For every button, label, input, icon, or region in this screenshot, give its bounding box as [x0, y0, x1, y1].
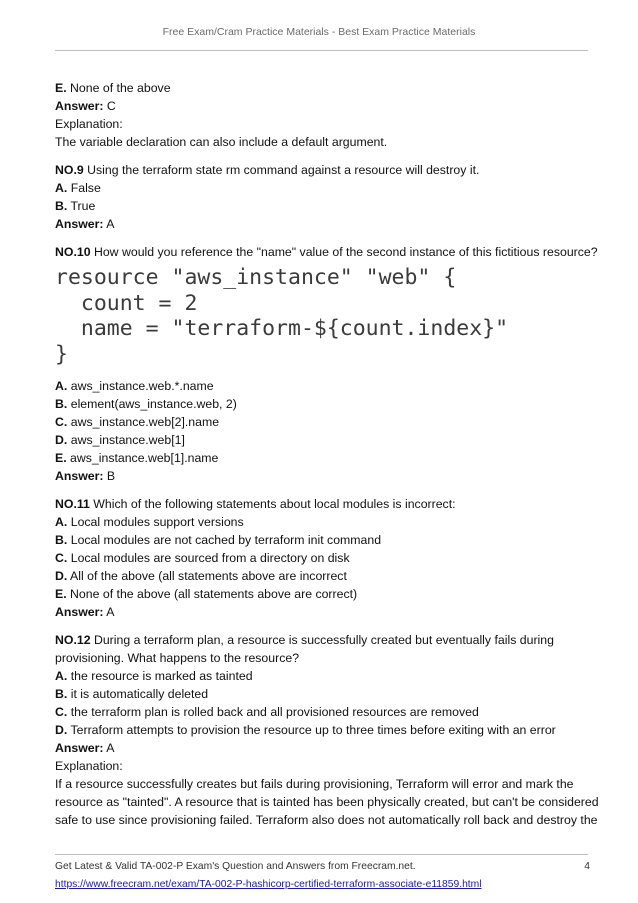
option-d: [55, 567, 590, 585]
question-12: [55, 631, 590, 649]
page-number: 4: [584, 861, 590, 872]
question-11: [55, 495, 590, 513]
header-divider: [55, 50, 588, 51]
option-key: C.: [55, 551, 68, 565]
option-a: [55, 377, 590, 395]
option-key: B.: [55, 397, 68, 411]
option-e: [55, 449, 590, 467]
answer-line: [55, 215, 590, 233]
question-text: Which of the following statements about local modules is incorrect:: [89, 497, 456, 511]
option-b: [55, 395, 590, 413]
option-text: Local modules are not cached by terraform init command: [67, 533, 382, 547]
option-text: element(aws_instance.web, 2): [67, 397, 237, 411]
option-text: aws_instance.web.*.name: [67, 379, 214, 393]
question-text: How would you reference the "name" value of the second instance of this fictitious resource?: [90, 245, 598, 259]
option-c: [55, 413, 590, 431]
code-line: resource "aws_instance" "web" {: [55, 265, 457, 290]
answer-label: Answer:: [55, 469, 104, 483]
explanation-label: Explanation:: [55, 759, 123, 773]
answer-line: [55, 603, 590, 621]
explanation-line: safe to use since provisioning failed. Terraform also does not automatically roll back and destroy the: [55, 813, 598, 827]
option-text: False: [67, 181, 101, 195]
answer-label: Answer:: [55, 741, 104, 755]
question-9: [55, 161, 590, 179]
answer-value: A: [103, 741, 115, 755]
code-line: }: [55, 341, 68, 367]
answer-value: B: [103, 469, 116, 483]
footer-link[interactable]: https://www.freecram.net/exam/TA-002-P-hashicorp-certified-terraform-associate-e11859.html: [55, 879, 482, 890]
explanation-line: If a resource successfully creates but fails during provisioning, Terraform will error and mark the: [55, 777, 574, 791]
option-key: B.: [55, 533, 68, 547]
option-b: [55, 531, 590, 549]
question-number: NO.11: [55, 497, 90, 511]
question-number: NO.12: [55, 633, 91, 647]
option-text: Local modules are sourced from a directory on disk: [67, 551, 350, 565]
option-text: it is automatically deleted: [67, 687, 209, 701]
option-a: [55, 667, 590, 685]
answer-label: Answer:: [55, 605, 104, 619]
question-number: NO.10: [55, 245, 91, 259]
answer-label: Answer:: [55, 99, 104, 113]
option-key: B.: [55, 199, 68, 213]
option-d: [55, 431, 590, 449]
question-10: [55, 243, 598, 261]
option-text: True: [67, 199, 96, 213]
page-header: Free Exam/Cram Practice Materials - Best Exam Practice Materials: [162, 26, 476, 38]
question-number: NO.9: [55, 163, 84, 177]
option-text: aws_instance.web[2].name: [67, 415, 220, 429]
option-text: the terraform plan is rolled back and all provisioned resources are removed: [67, 705, 479, 719]
option-key: A.: [55, 515, 68, 529]
option-key: C.: [55, 415, 68, 429]
option-d: [55, 721, 590, 739]
option-text: aws_instance.web[1].name: [66, 451, 219, 465]
explanation-line: resource as "tainted". A resource that is tainted has been physically created, but can't be considered: [55, 795, 599, 809]
option-c: [55, 703, 590, 721]
option-key: E.: [55, 81, 67, 95]
explanation-text: The variable declaration can also include a default argument.: [55, 135, 388, 149]
footer-divider: [55, 854, 588, 855]
option-a: [55, 179, 590, 197]
option-text: Local modules support versions: [67, 515, 244, 529]
option-text: aws_instance.web[1]: [67, 433, 185, 447]
answer-line: [55, 739, 590, 757]
option-text: All of the above (all statements above are incorrect: [67, 569, 347, 583]
option-key: A.: [55, 379, 68, 393]
option-e: [55, 79, 590, 97]
answer-label: Answer:: [55, 217, 104, 231]
option-key: A.: [55, 181, 68, 195]
option-a: [55, 513, 590, 531]
option-key: B.: [55, 687, 68, 701]
answer-line: [55, 467, 590, 485]
option-key: D.: [55, 723, 68, 737]
explanation-label: Explanation:: [55, 117, 123, 131]
code-line: name = "terraform-${count.index}": [55, 316, 509, 341]
code-line: count = 2: [55, 290, 198, 316]
code-snippet: [55, 265, 590, 367]
answer-value: A: [103, 605, 115, 619]
option-key: D.: [55, 433, 68, 447]
option-b: [55, 197, 590, 215]
footer-text: Get Latest & Valid TA-002-P Exam's Question and Answers from Freecram.net.: [55, 861, 416, 872]
page-content: [55, 79, 599, 829]
option-key: C.: [55, 705, 68, 719]
answer-value: A: [103, 217, 115, 231]
question-text: Using the terraform state rm command against a resource will destroy it.: [83, 163, 480, 177]
page-footer: [55, 861, 590, 872]
option-key: E.: [55, 451, 67, 465]
option-text: Terraform attempts to provision the resource up to three times before exiting with an error: [67, 723, 556, 737]
answer-line: [55, 97, 590, 115]
option-key: E.: [55, 587, 67, 601]
option-e: [55, 585, 590, 603]
option-c: [55, 549, 590, 567]
option-key: D.: [55, 569, 68, 583]
answer-value: C: [103, 99, 116, 113]
option-text: the resource is marked as tainted: [67, 669, 253, 683]
option-text: None of the above (all statements above are correct): [66, 587, 358, 601]
question-text: During a terraform plan, a resource is successfully created but eventually fails during: [90, 633, 554, 647]
option-key: A.: [55, 669, 68, 683]
question-text-continued: provisioning. What happens to the resource?: [55, 651, 300, 665]
option-text: None of the above: [66, 81, 171, 95]
option-b: [55, 685, 590, 703]
